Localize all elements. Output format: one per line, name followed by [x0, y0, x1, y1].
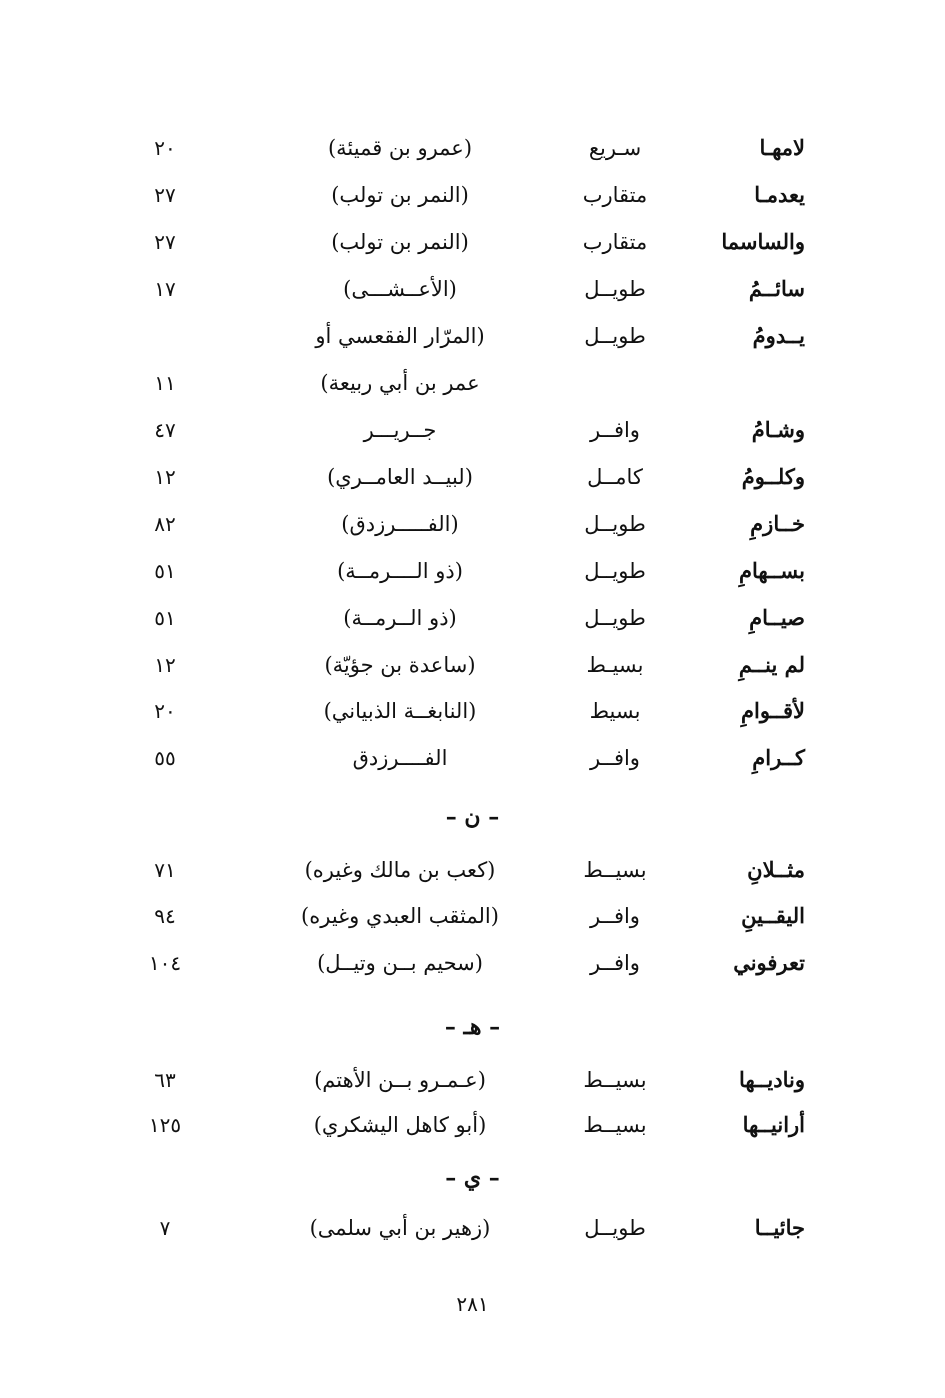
page-ref: ١٢	[154, 653, 176, 677]
page-ref: ٥١	[154, 559, 176, 583]
meter: سـريع	[588, 136, 642, 160]
rhyme-word: اليقــينِ	[741, 903, 805, 928]
meter: وافــر	[590, 904, 640, 928]
table-row	[0, 738, 945, 778]
meter: طويــل	[584, 559, 646, 583]
poet: (النمر بن تولب)	[331, 183, 469, 207]
table-row	[0, 598, 945, 638]
table-row	[0, 691, 945, 731]
table-row	[0, 128, 945, 168]
rhyme-word: بســهامِ	[739, 558, 805, 583]
poet: (كعب بن مالك وغيره)	[304, 858, 496, 882]
poet: (زهير بن أبي سلمى)	[309, 1216, 491, 1240]
page-ref	[120, 316, 210, 356]
poet: (عمرو بن قميئة)	[327, 136, 473, 160]
table-row	[0, 504, 945, 544]
rhyme-word: أرانيــها	[742, 1112, 805, 1137]
page-ref: ٢٧	[154, 183, 176, 207]
page-ref: ٦٣	[154, 1068, 176, 1092]
poet: (المثقب العبدي وغيره)	[301, 904, 499, 928]
rhyme-word: لم ينــمِ	[738, 652, 805, 677]
rhyme-word: وشـامُ	[751, 417, 805, 442]
poet: (النابغــة الذبياني)	[323, 699, 477, 723]
meter: بسيــط	[583, 858, 647, 882]
meter: بسيــط	[583, 1068, 647, 1092]
table-row	[0, 175, 945, 215]
rhyme-word: صيــامِ	[749, 605, 805, 630]
page-number: ٢٨١	[456, 1292, 489, 1316]
page-ref: ٥٥	[154, 746, 176, 770]
table-row	[0, 1208, 945, 1248]
rhyme-word: جائيــا	[754, 1215, 805, 1240]
page-ref: ٢٠	[154, 699, 176, 723]
page-ref: ١١	[154, 371, 176, 395]
page-ref: ١٧	[154, 277, 176, 301]
table-row	[0, 645, 945, 685]
table-row	[0, 410, 945, 450]
rhyme-word: يعدمـا	[754, 182, 805, 207]
poet: (سحيم بــن وتيــل)	[317, 951, 483, 975]
meter	[545, 363, 685, 403]
table-row	[0, 1105, 945, 1145]
poet: (لبيــد العامــري)	[327, 465, 473, 489]
table-row	[0, 1060, 945, 1100]
rhyme-word: مثــلانِ	[747, 857, 805, 882]
rhyme-word: لأقــوامِ	[740, 698, 805, 723]
page-ref: ١٠٤	[148, 951, 182, 975]
poet: (أبو كاهل اليشكري)	[313, 1113, 487, 1137]
poet: جــريـــر	[363, 418, 437, 442]
meter: بسيــط	[583, 1113, 647, 1137]
meter: متقارب	[582, 230, 648, 254]
rhyme-word: وناديــها	[739, 1067, 805, 1092]
meter: طويــل	[584, 324, 646, 348]
table-row	[0, 457, 945, 497]
rhyme-word: والساسما	[721, 229, 805, 254]
section-heading-noon: – ن –	[445, 804, 500, 830]
section-heading-ya: – ي –	[445, 1165, 500, 1191]
rhyme-word: يــدومُ	[752, 323, 805, 348]
table-row	[0, 551, 945, 591]
poet: (المرّار الفقعسي أو	[315, 324, 485, 348]
meter: وافــر	[590, 418, 640, 442]
table-row	[0, 896, 945, 936]
table-row	[0, 363, 945, 403]
meter: طويــل	[584, 512, 646, 536]
rhyme-word	[675, 363, 805, 403]
poet: عمر بن أبي ربيعة)	[320, 371, 480, 395]
meter: طويــل	[584, 1216, 646, 1240]
table-row	[0, 316, 945, 356]
meter: بسيـط	[586, 653, 644, 677]
page-ref: ٥١	[154, 606, 176, 630]
meter: وافــر	[590, 951, 640, 975]
poet: (النمر بن تولب)	[331, 230, 469, 254]
rhyme-word: سائــمُ	[748, 276, 805, 301]
page-ref: ٨٢	[154, 512, 176, 536]
poet: (الأعــشـــى)	[343, 277, 457, 301]
poet: (ساعدة بن جؤيّة)	[324, 653, 476, 677]
rhyme-word: وكلــومُ	[741, 464, 805, 489]
page-ref: ١٢٥	[148, 1113, 182, 1137]
page-ref: ٩٤	[154, 904, 176, 928]
poet: (عـمـرو بــن الأهتم)	[314, 1068, 486, 1092]
poet: (الفـــــرزدق)	[341, 512, 459, 536]
poet: (ذو الــرمــة)	[343, 606, 457, 630]
section-heading-ha: – هـ –	[444, 1014, 501, 1040]
poet: (ذو الــــرمــة)	[337, 559, 463, 583]
rhyme-word: تعرفوني	[733, 950, 805, 975]
page-ref: ١٢	[154, 465, 176, 489]
meter: طويــل	[584, 277, 646, 301]
poet: الفــــرزدق	[352, 746, 448, 770]
page-ref: ٢٧	[154, 230, 176, 254]
rhyme-word: كــرامِ	[752, 745, 805, 770]
meter: بسيط	[589, 699, 641, 723]
page-ref: ٧	[159, 1216, 171, 1240]
rhyme-word: لامهـا	[759, 135, 805, 160]
meter: وافــر	[590, 746, 640, 770]
page-ref: ٢٠	[154, 136, 176, 160]
table-row	[0, 850, 945, 890]
meter: طويــل	[584, 606, 646, 630]
rhyme-word: خــازمِ	[750, 511, 805, 536]
meter: متقارب	[582, 183, 648, 207]
page-ref: ٧١	[154, 858, 176, 882]
table-row	[0, 222, 945, 262]
page-ref: ٤٧	[154, 418, 176, 442]
table-row	[0, 269, 945, 309]
table-row	[0, 943, 945, 983]
meter: كامــل	[587, 465, 643, 489]
